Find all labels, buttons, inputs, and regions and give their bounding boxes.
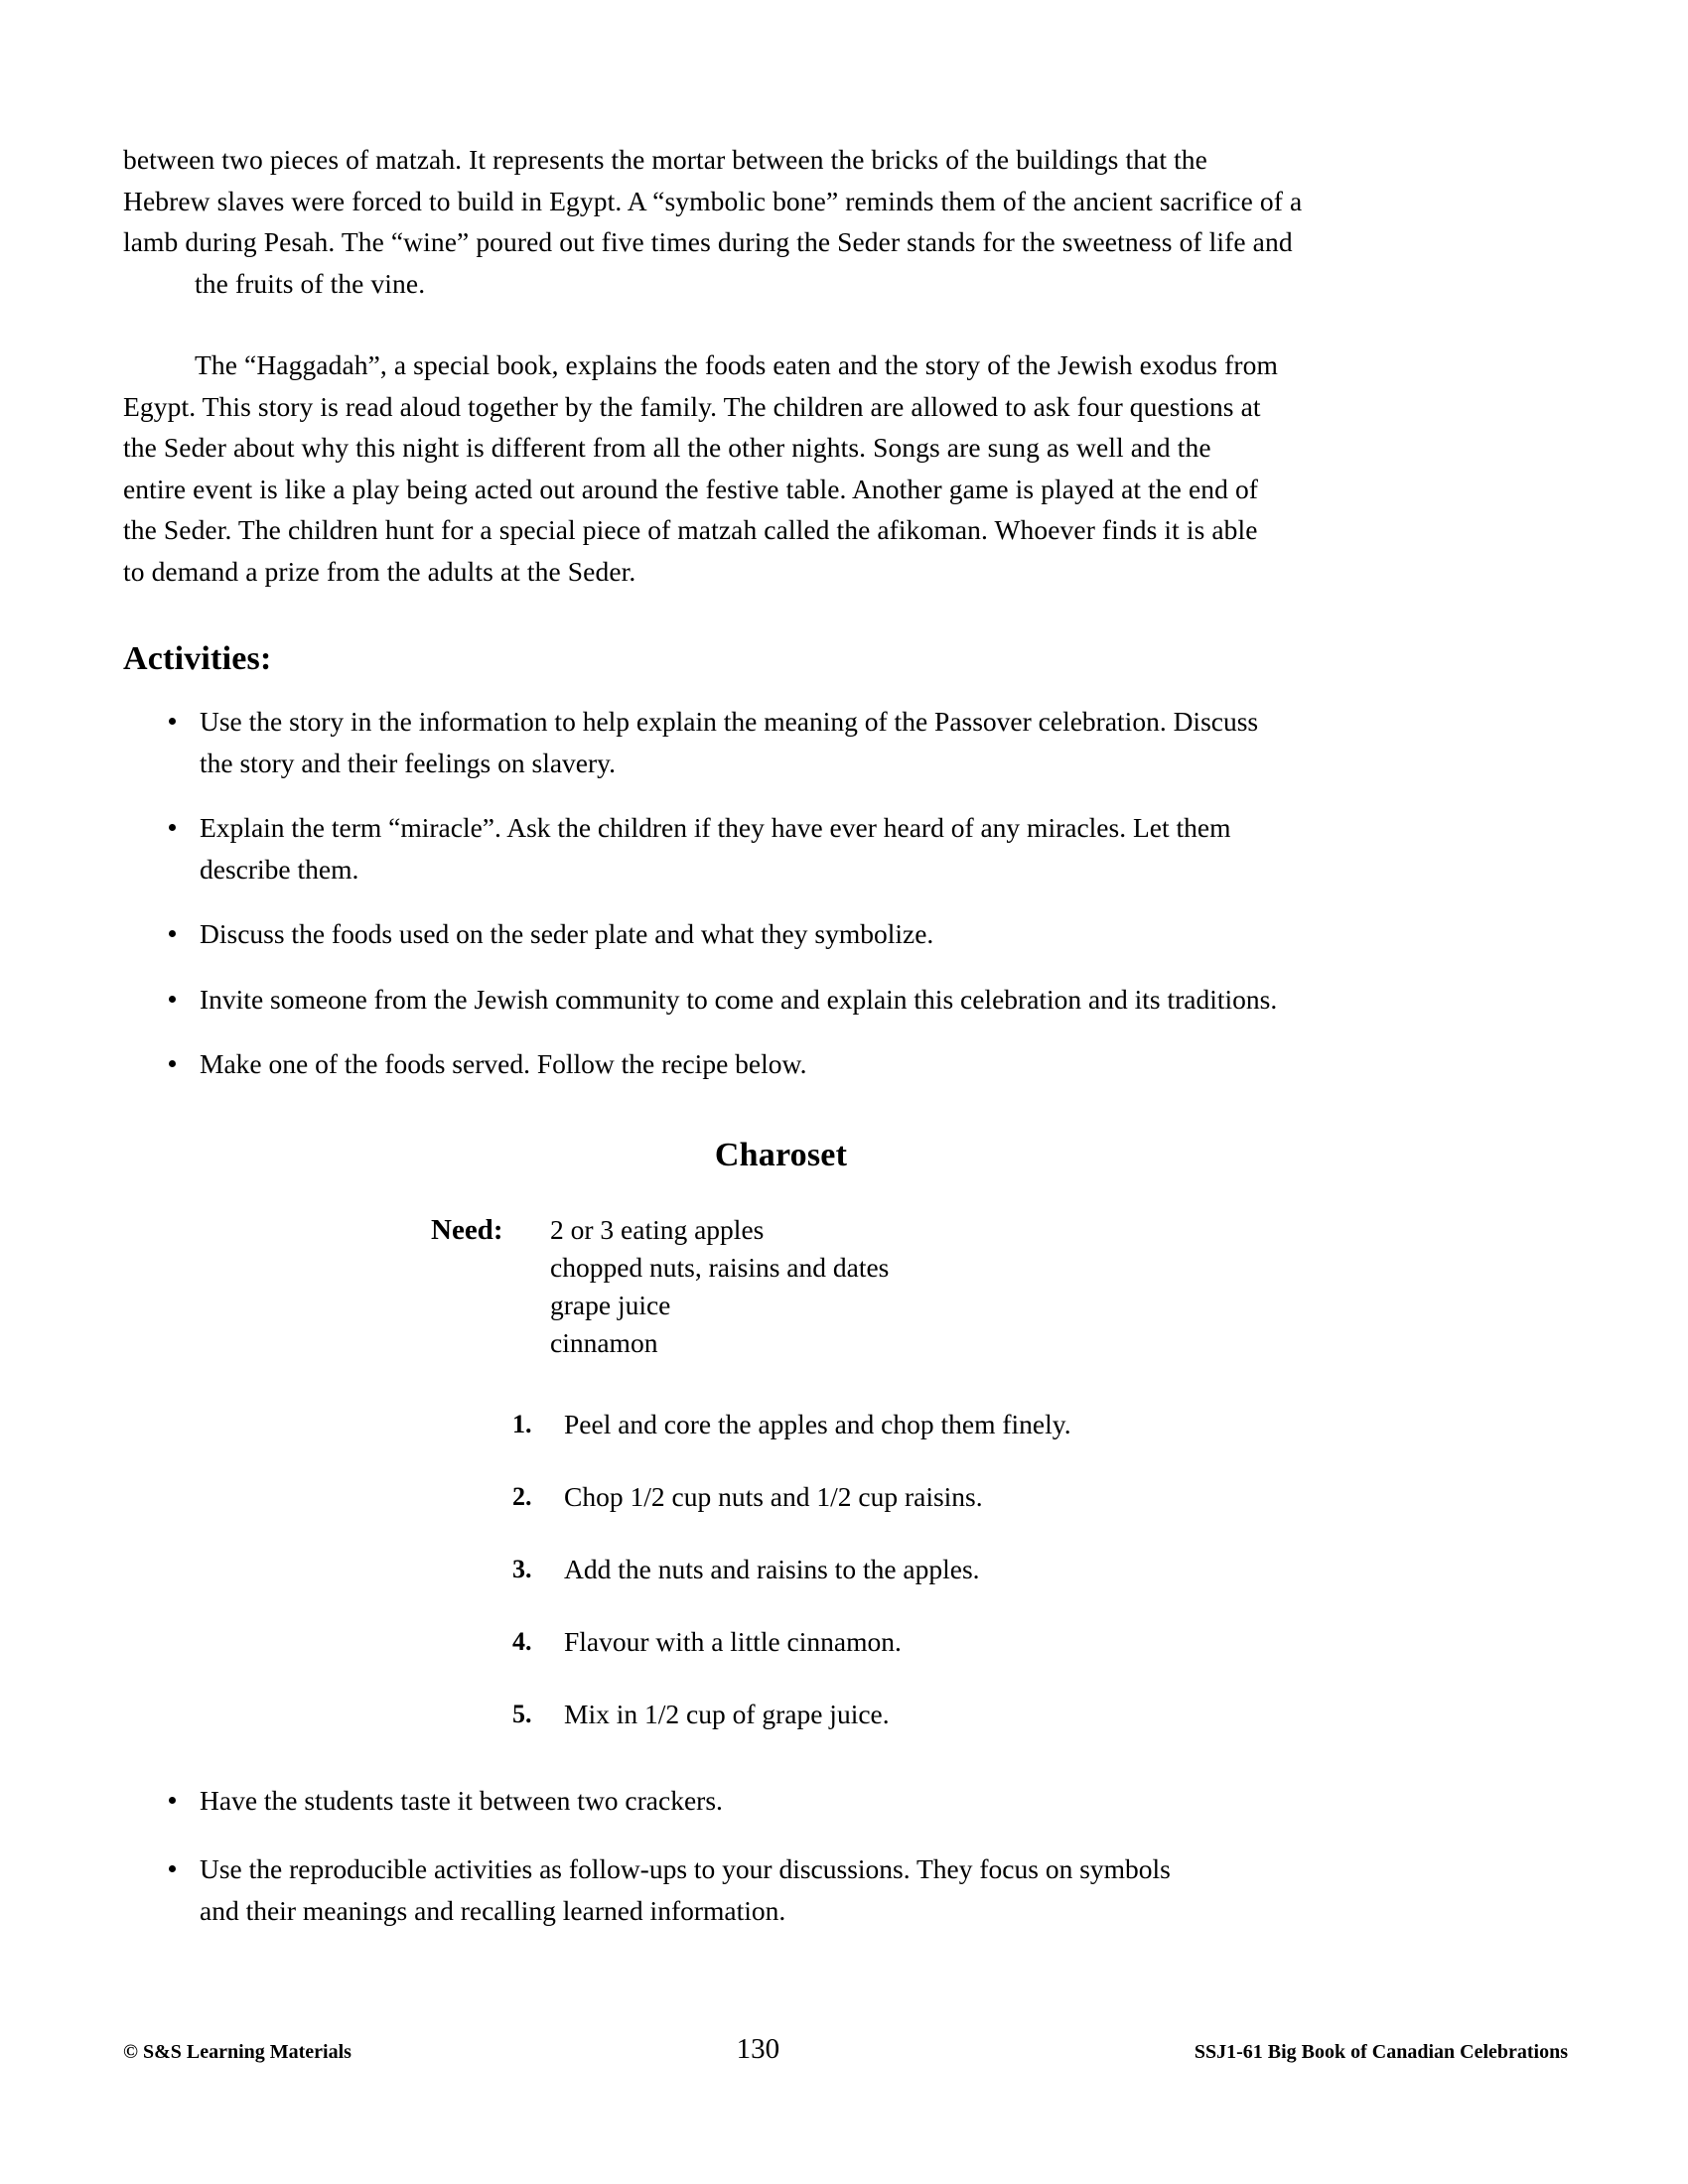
- ingredient-item: cinnamon: [550, 1326, 658, 1358]
- recipe-step: [512, 1406, 1568, 1443]
- list-item-line: Invite someone from the Jewish community to come and explain this celebration and its traditions.: [200, 983, 1278, 1015]
- recipe-steps-list: [123, 1362, 1568, 1733]
- step-text: Add the nuts and raisins to the apples.: [564, 1553, 980, 1584]
- paragraph-line: The “Haggadah”, a special book, explains the foods eaten and the story of the Jewish exodus from: [195, 349, 1278, 380]
- list-item: [123, 979, 1568, 1021]
- paragraph-line: Hebrew slaves were forced to build in Egypt. A “symbolic bone” reminds them of the ancient sacrifice of a: [123, 185, 1303, 216]
- ingredient-list: [550, 1211, 889, 1362]
- bullet-icon: [169, 1060, 176, 1067]
- bullet-icon: [169, 1865, 176, 1872]
- list-item-line: Use the story in the information to help explain the meaning of the Passover celebration. Discuss: [200, 706, 1259, 737]
- paragraph-haggadah: [123, 344, 1568, 592]
- list-item-line: Discuss the foods used on the seder plate and what they symbolize.: [200, 918, 934, 949]
- activities-list: [123, 678, 1568, 1085]
- paragraph-line-indented: the fruits of the vine.: [195, 267, 426, 299]
- list-item: [123, 807, 1568, 889]
- list-item-line: Make one of the foods served. Follow the recipe below.: [200, 1048, 807, 1079]
- bullet-icon: [169, 718, 176, 725]
- paragraph-line: between two pieces of matzah. It represents the mortar between the bricks of the buildings that the: [123, 144, 1207, 175]
- list-item-line: Explain the term “miracle”. Ask the children if they have ever heard of any miracles. Let them: [200, 812, 1231, 843]
- recipe-step: [512, 1551, 1568, 1588]
- step-text: Peel and core the apples and chop them finely.: [564, 1408, 1071, 1439]
- paragraph-line: to demand a prize from the adults at the Seder.: [123, 555, 636, 587]
- list-item-line: the story and their feelings on slavery.: [200, 747, 616, 778]
- recipe-step: [512, 1478, 1568, 1516]
- step-text: Flavour with a little cinnamon.: [564, 1625, 902, 1657]
- paragraph-line: the Seder. The children hunt for a special piece of matzah called the afikoman. Whoever finds it is able: [123, 514, 1258, 545]
- recipe-title: Charoset: [714, 1136, 848, 1173]
- list-item: [123, 701, 1568, 783]
- list-item-line: describe them.: [200, 853, 359, 885]
- paragraph-line: the Seder about why this night is different from all the other nights. Songs are sung as well and the: [123, 432, 1211, 463]
- footer-book-reference: SSJ1-61 Big Book of Canadian Celebrations: [1194, 2041, 1568, 2063]
- activities-heading: Activities:: [123, 640, 272, 677]
- bullet-icon: [169, 1797, 176, 1804]
- step-number: 1.: [512, 1409, 532, 1438]
- step-text: Chop 1/2 cup nuts and 1/2 cup raisins.: [564, 1480, 983, 1512]
- step-number: 5.: [512, 1699, 532, 1728]
- recipe-step: [512, 1623, 1568, 1661]
- need-label: Need:: [431, 1213, 503, 1246]
- paragraph-line: lamb during Pesah. The “wine” poured out five times during the Seder stands for the sweetness of life and: [123, 226, 1293, 257]
- bullet-icon: [169, 930, 176, 937]
- page-content: [123, 139, 1568, 1959]
- footer-copyright: © S&S Learning Materials: [123, 2041, 352, 2063]
- ingredient-item: 2 or 3 eating apples: [550, 1213, 765, 1245]
- list-item-line: Have the students taste it between two crackers.: [200, 1784, 723, 1816]
- ingredient-item: chopped nuts, raisins and dates: [550, 1251, 890, 1283]
- list-item: [123, 1848, 1568, 1931]
- step-text: Mix in 1/2 cup of grape juice.: [564, 1698, 890, 1729]
- step-number: 4.: [512, 1626, 532, 1656]
- paragraph-matzah-symbolism: [123, 139, 1568, 304]
- recipe-ingredients-block: [123, 1174, 1568, 1362]
- list-item-line: Use the reproducible activities as follow-ups to your discussions. They focus on symbols: [200, 1853, 1171, 1884]
- activities-list-continued: [123, 1768, 1568, 1932]
- list-item: [123, 913, 1568, 955]
- footer-page-number: 130: [736, 2033, 780, 2065]
- bullet-icon: [169, 824, 176, 831]
- bullet-icon: [169, 996, 176, 1003]
- step-number: 3.: [512, 1554, 532, 1583]
- list-item: [123, 1780, 1568, 1822]
- page-footer: [123, 2033, 1568, 2066]
- ingredient-item: grape juice: [550, 1289, 671, 1320]
- list-item-line: and their meanings and recalling learned information.: [200, 1894, 786, 1926]
- recipe-step: [512, 1696, 1568, 1733]
- list-item: [123, 1043, 1568, 1085]
- paragraph-line: entire event is like a play being acted out around the festive table. Another game is played at the end of: [123, 473, 1259, 504]
- paragraph-line: Egypt. This story is read aloud together by the family. The children are allowed to ask four questions at: [123, 390, 1261, 422]
- step-number: 2.: [512, 1481, 532, 1511]
